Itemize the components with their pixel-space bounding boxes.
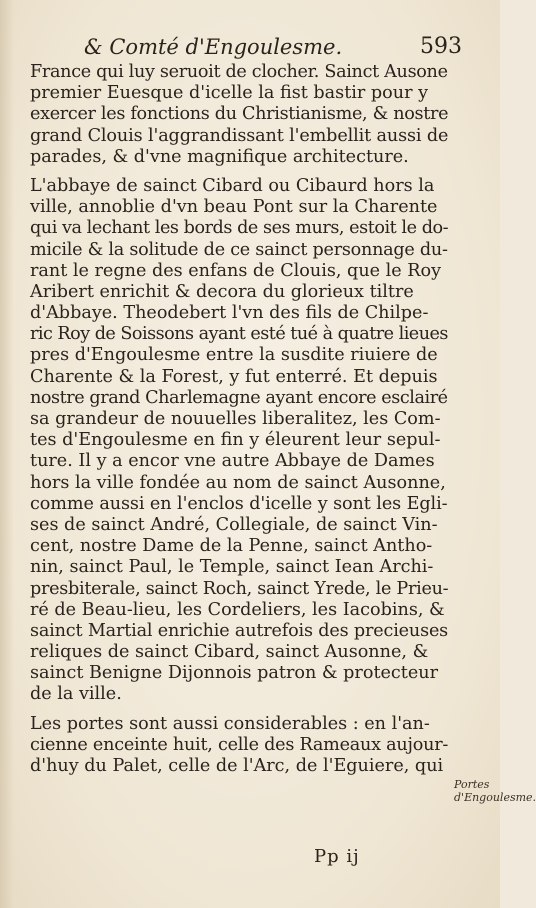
text-line: grand Clouis l'aggrandissant l'embellit aussi de [30,125,449,146]
text-line: cent, nostre Dame de la Penne, sainct Antho- [30,536,433,557]
text-line: premier Euesque d'icelle la fist bastir pour y [30,83,429,104]
text-line: hors la ville fondée au nom de sainct Ausonne, [30,472,446,493]
margin-note: Portes d'Engoulesme. [454,778,536,804]
text-line: comme aussi en l'enclos d'icelle y sont les Egli- [30,493,448,514]
running-title: & Comté d'Engoulesme. [84,35,343,59]
text-line: sainct Benigne Dijonnois patron & protecteur [30,663,438,684]
body-text [30,62,448,777]
paragraph-break [30,706,448,714]
text-line: ric Roy de Soissons ayant esté tué à quatre lieues [30,324,448,345]
running-header [84,36,462,58]
text-line: qui va lechant les bords de ses murs, estoit le do- [30,218,449,239]
page-number: 593 [420,34,462,59]
text-line: exercer les fonctions du Christianisme, & nostre [30,104,449,125]
text-line: d'Abbaye. Theodebert l'vn des fils de Chilpe- [30,303,429,324]
signature-mark: Pp ij [314,846,360,867]
text-line: de la ville. [30,684,122,705]
text-line: nostre grand Charlemagne ayant encore esclairé [30,387,448,408]
text-line: presbiterale, sainct Roch, sainct Yrede, le Prieu- [30,578,449,599]
text-line: nin, sainct Paul, le Temple, sainct Iean Archi- [30,557,434,578]
paragraph-break [30,168,448,176]
text-line: Charente & la Forest, y fut enterré. Et depuis [30,366,438,387]
text-line: L'abbaye de sainct Cibard ou Cibaurd hors la [30,175,435,196]
text-line: tes d'Engoulesme en fin y éleurent leur sepul- [30,430,441,451]
text-line: parades, & d'vne magnifique architecture. [30,146,409,167]
text-line: Les portes sont aussi considerables : en l'an- [30,713,430,734]
text-line: France qui luy seruoit de clocher. Sainct Ausone [30,62,448,82]
text-line: ré de Beau-lieu, les Cordeliers, les Iacobins, & [30,599,445,620]
text-line: rant le regne des enfans de Clouis, que le Roy [30,260,442,281]
text-line: d'huy du Palet, celle de l'Arc, de l'Eguiere, qui [30,756,444,776]
text-line: cienne enceinte huit, celle des Rameaux aujour- [30,734,449,755]
text-line: ture. Il y a encor vne autre Abbaye de Dames [30,451,435,472]
text-line: sainct Martial enrichie autrefois des precieuses [30,620,449,641]
text-line: reliques de sainct Cibard, sainct Ausonne, & [30,642,429,663]
text-line: sa grandeur de nouuelles liberalitez, les Com- [30,409,441,429]
text-line: pres d'Engoulesme entre la susdite riuiere de [30,345,438,366]
text-line: ses de sainct André, Collegiale, de sainct Vin- [30,514,438,535]
page-gutter-shadow [0,0,14,908]
text-line: Aribert enrichit & decora du glorieux tiltre [30,281,414,302]
text-line: micile & la solitude de ce sainct personnage du- [30,239,448,260]
text-line: ville, annoblie d'vn beau Pont sur la Charente [30,197,438,218]
